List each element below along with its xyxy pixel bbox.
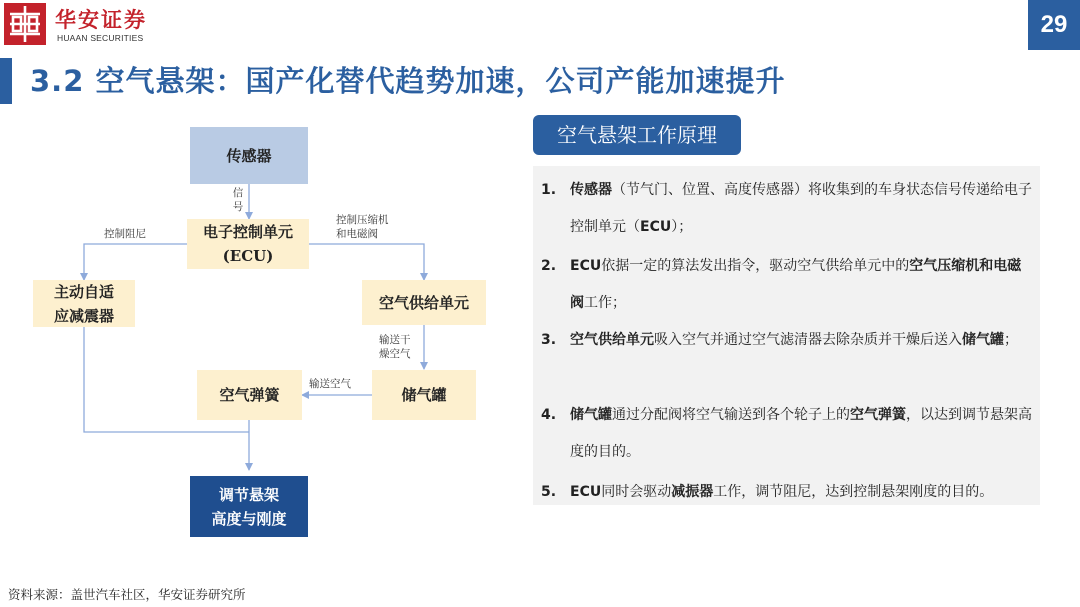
node-tank: 储气罐 [372,370,476,420]
step-text [541,397,1033,471]
step-text-bold: 传感器 [570,182,612,198]
step-text-part: ； [1004,332,1018,348]
node-damper-line1: 主动自适 [53,282,114,301]
step-text-bold: 空气压缩机和电磁阀 [570,258,1022,311]
node-ecu-line1: 电子控制单元 [202,223,293,241]
edge-ecu-airsupply [309,244,424,280]
step-text-part: 同时会驱动 [601,484,672,500]
edge-ecu-damper [84,244,187,280]
step-text-bold: ECU [570,484,602,500]
node-result [190,476,308,537]
company-logo-english: HUAAN SECURITIES [57,33,144,43]
step-text [541,172,1033,246]
step-text-bold: 储气罐 [962,332,1004,348]
step-text [541,248,1033,322]
step-number: 5. [541,484,557,500]
step-text [541,322,1033,359]
step-number: 2. [541,258,557,274]
step-text-part: 工作； [584,295,626,311]
step-item [541,172,1033,246]
step-text-part: ）； [671,219,693,235]
step-text [541,474,1033,511]
step-text-part: 吸入空气并通过空气滤清器去除杂质并干燥后送入 [654,332,962,348]
step-text-part: 通过分配阀将空气输送到各个轮子上的 [612,407,850,423]
step-number: 1. [541,182,557,198]
label-deliver-air: 输送空气 [309,378,351,390]
step-text-part: 工作，调节阻尼，达到控制悬架刚度的目的。 [713,484,994,500]
node-ecu-line2: (ECU) [222,247,274,265]
step-text-bold: ECU [570,258,602,274]
step-number: 3. [541,332,557,348]
source-note: 资料来源：盖世汽车社区，华安证券研究所 [8,587,246,602]
step-text-bold: ECU [640,219,672,235]
node-air-supply: 空气供给单元 [362,280,486,325]
node-damper-line2: 应减震器 [53,306,114,325]
step-text-bold: 减振器 [671,484,714,500]
step-text-part: 依据一定的算法发出指令，驱动空气供给单元中的 [601,258,910,274]
page-title: 3.2 空气悬架：国产化替代趋势加速，公司产能加速提升 [30,64,786,98]
step-item [541,248,1033,322]
label-deliver-dry-air: 输送干 燥空气 [379,334,411,360]
step-text-part: （节气门、位置、高度传感器）将收集到的车身状态信号传递给电子控制单元（ [570,182,1032,235]
node-result-line2: 高度与刚度 [211,509,287,528]
step-item [541,474,1033,511]
step-text-bold: 空气弹簧 [850,407,906,423]
step-text-part: ，以达到调节悬架高度的目的。 [570,407,1032,460]
label-control-damping: 控制阻尼 [104,228,146,240]
node-air-spring: 空气弹簧 [197,370,302,420]
label-signal: 信 号 [232,187,244,213]
node-sensor: 传感器 [190,127,308,184]
step-item [541,397,1033,471]
page-number: 29 [1028,0,1080,50]
step-text-bold: 储气罐 [570,407,612,423]
principle-panel [533,166,1040,505]
node-damper [33,280,135,327]
node-ecu [187,219,309,269]
node-result-line1: 调节悬架 [218,485,279,504]
panel-title: 空气悬架工作原理 [533,115,741,155]
step-number: 4. [541,407,557,423]
label-control-compressor: 控制压缩机 和电磁阀 [336,214,389,240]
company-logo-text: 华安证券 [55,7,147,32]
step-item [541,322,1033,359]
step-text-bold: 空气供给单元 [570,332,654,348]
